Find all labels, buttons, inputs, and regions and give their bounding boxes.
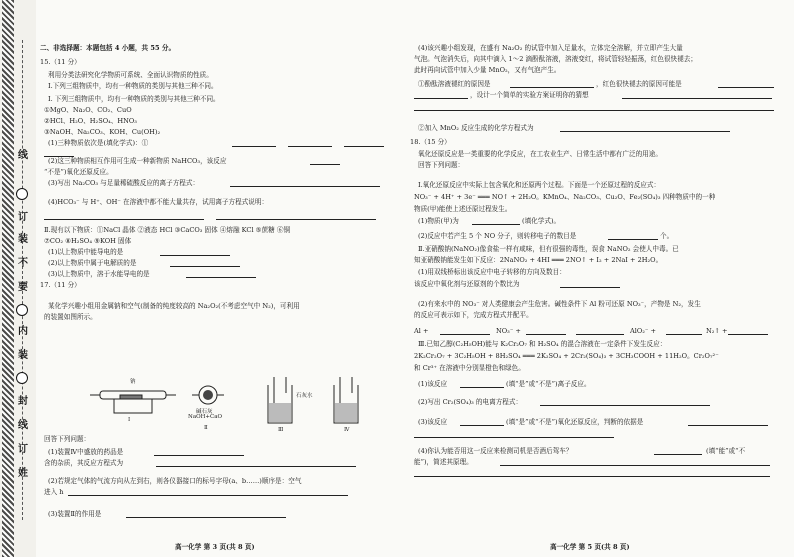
- question-text-line: (4)你认为能否用这一反应来检测司机是否酒后驾车？: [418, 447, 573, 455]
- binding-char: 线: [18, 420, 28, 431]
- answer-blank[interactable]: [154, 448, 244, 456]
- question-text-line: ①酚酞溶液褪红的原因是: [418, 80, 491, 88]
- answer-blank[interactable]: [526, 327, 566, 335]
- question-text-line: (1)三种物质依次是(填化学式)：①: [48, 139, 149, 147]
- question-text-line: 17.（11 分）: [40, 281, 81, 289]
- question-text-line: 能”)，简述其原理。: [414, 458, 473, 466]
- question-text-line: (2)有来水中的 NO₃⁻ 对人类健康会产生危害。碱性条件下 Al 粉可还原 NO₃⁻，产物是 N₂，发生: [418, 300, 701, 308]
- question-text-line: 此时再向试管中加入少量 MnO₂，又有气泡产生。: [414, 66, 561, 74]
- question-text-line: (3)该反应: [418, 418, 448, 426]
- binding-char: 不: [18, 258, 28, 269]
- answer-blank[interactable]: [414, 430, 614, 438]
- answer-blank[interactable]: [560, 280, 620, 288]
- answer-blank[interactable]: [728, 327, 768, 335]
- binding-hole: [16, 304, 28, 316]
- answer-blank[interactable]: [68, 488, 348, 496]
- question-text-line: (填“是”或“不是”)氧化还原反应，判断的依据是: [506, 418, 644, 426]
- question-text-line: (3)以上物质中，溶于水能导电的是: [48, 270, 150, 278]
- question-text-line: 个。: [660, 232, 674, 240]
- question-text-line: Ⅰ. 下列三组物质中，均有一种物质的类别与其他三种不同。: [48, 95, 220, 103]
- question-text-line: (4)HCO₃⁻ 与 H⁺、OH⁻ 在溶液中都不能大量共存，试用离子方程式说明：: [48, 198, 269, 206]
- answer-blank[interactable]: [500, 458, 770, 466]
- question-text-line: 2K₂Cr₂O₇ + 3C₂H₅OH + 8H₂SO₄ ═══ 2K₂SO₄ + 2Cr₂(SO₄)₃ + 3CH₃COOH + 11H₂O。Cr₂O₇²⁻: [414, 352, 719, 360]
- binding-char: 订: [18, 212, 28, 223]
- question-text-line: (2)若规定气体的气流方向从左到右，则各仪器接口的标号字母(a、b……)顺序是：空气: [48, 477, 302, 485]
- question-text-line: N₂↑ +: [706, 327, 728, 335]
- barcode-strip: [2, 0, 14, 557]
- answer-blank[interactable]: [718, 80, 774, 88]
- answer-blank[interactable]: [414, 469, 770, 477]
- apparatus-label-III: Ⅲ: [278, 427, 284, 433]
- answer-blank[interactable]: [688, 418, 768, 426]
- question-text-line: 和 Cr³⁺ 在溶液中分别显橙色和绿色。: [414, 364, 525, 372]
- question-text-line: 知亚硝酸钠能发生如下反应：2NaNO₂ + 4HI ═══ 2NO↑ + I₂ + 2NaI + 2H₂O。: [414, 256, 663, 264]
- question-text-line: ，红色很快褪去的原因可能是: [596, 80, 682, 88]
- question-text-line: 的装置如图所示。: [44, 313, 97, 321]
- question-text-line: Ⅰ.下列三组物质中，均有一种物质的类别与其他三种不同。: [48, 82, 218, 90]
- question-text-line: (2)写出 Cr₂(SO₄)₃ 的电离方程式：: [418, 398, 523, 406]
- answer-blank[interactable]: [156, 459, 356, 467]
- answer-blank[interactable]: [232, 139, 276, 147]
- question-text-line: 气泡。气泡消失后，向其中滴入 1～2 滴酚酞溶液，溶液变红，将试管轻轻振荡，红色很快褪去；: [414, 55, 697, 63]
- question-text-line: (1)装置Ⅳ中盛放的药品是: [48, 448, 124, 456]
- question-text-line: 回答下列问题：: [418, 161, 465, 169]
- question-text-line: Ⅰ.氧化还原反应中实际上包含氧化和还原两个过程。下面是一个还原过程的反应式：: [418, 181, 661, 189]
- answer-blank[interactable]: [414, 103, 774, 111]
- question-text-line: AlO₂⁻ +: [630, 327, 657, 335]
- question-text-line: ⑦CO₂ ⑧H₂SO₄ ⑨KOH 固体: [44, 237, 132, 245]
- answer-blank[interactable]: [540, 398, 710, 406]
- question-text-line: (4)该兴趣小组发现，在盛有 Na₂O₂ 的试管中加入足量水，立体完全溶解，并立即产生大量: [418, 44, 683, 52]
- question-text-line: (1)物质(甲)为: [418, 217, 459, 225]
- question-text-line: (填“能”或“不: [706, 447, 746, 455]
- answer-blank[interactable]: [622, 91, 772, 99]
- binding-hole: [16, 372, 28, 384]
- page-footer: 高一化学 第 3 页(共 8 页): [175, 543, 255, 551]
- question-text-line: ①MgO、Na₂O、CO₂、CuO: [44, 106, 132, 114]
- binding-margin: [0, 0, 36, 557]
- question-text-line: “不是”)氧化还原反应。: [44, 168, 113, 176]
- question-text-line: 含的杂质，其反应方程式为: [44, 459, 124, 467]
- question-text-line: Ⅲ.已知乙醇(C₂H₅OH)能与 K₂Cr₂O₇ 和 H₂SO₄ 的混合溶液在一定条件下发生反应：: [418, 340, 667, 348]
- question-text-line: 的反应可表示如下，完成方程式并配平。: [414, 311, 533, 319]
- binding-char: 订: [18, 444, 28, 455]
- answer-blank[interactable]: [460, 380, 504, 388]
- question-text-line: Ⅱ.亚硝酸钠(NaNO₂)像食盐一样有咸味，但有很强的毒性，误食 NaNO₂ 会使人中毒。已: [418, 245, 679, 253]
- question-text-line: (1)用双线桥标出该反应中电子转移的方向及数目：: [418, 268, 566, 276]
- answer-blank[interactable]: [440, 327, 490, 335]
- apparatus-drawing: [100, 373, 400, 433]
- question-text-line: Al +: [414, 327, 429, 335]
- question-text-line: (2)以上物质中属于电解质的是: [48, 259, 137, 267]
- answer-blank[interactable]: [216, 212, 376, 220]
- liquid-level: [269, 403, 291, 422]
- question-text-line: 某化学兴趣小组用金属钠和空气(制备的纯度较高的 Na₂O₂(不考虑空气中 N₂)，可利用: [48, 302, 300, 310]
- question-text-line: 利用分类法研究化学物质可系统、全面认识物质的性质。: [48, 71, 213, 79]
- answer-blank[interactable]: [310, 157, 340, 165]
- answer-blank[interactable]: [44, 212, 204, 220]
- apparatus-label-II: Ⅱ: [204, 425, 208, 431]
- question-text-line: (填化学式)。: [522, 217, 561, 225]
- question-text-line: 该反应中氧化剂与还原剂的个数比为: [414, 280, 520, 288]
- reagent-label: 碱石灰: [196, 409, 213, 415]
- binding-hole: [16, 188, 28, 200]
- question-text-line: (填“是”或“不是”)离子反应。: [506, 380, 591, 388]
- dryer-filling: [203, 390, 213, 400]
- question-text-line: (3)写出 Na₂CO₃ 与足量稀硫酸反应的离子方程式：: [48, 179, 200, 187]
- answer-blank[interactable]: [186, 270, 256, 278]
- binding-char: 要: [18, 282, 28, 293]
- answer-blank[interactable]: [288, 139, 332, 147]
- page-footer: 高一化学 第 5 页(共 8 页): [550, 543, 630, 551]
- question-text-line: 进入 h: [44, 488, 64, 496]
- question-text-line: 物质(甲)能使上述还原过程发生。: [414, 205, 512, 213]
- answer-blank[interactable]: [510, 80, 594, 88]
- answer-blank[interactable]: [160, 248, 230, 256]
- binding-char: 装: [18, 350, 28, 361]
- question-text-line: NO₃⁻ +: [496, 327, 521, 335]
- binding-char: 装: [18, 234, 28, 245]
- binding-char: 姓: [18, 468, 28, 479]
- question-text-line: 15.（11 分）: [40, 58, 81, 66]
- question-text-line: Ⅱ.现有以下物质：①NaCl 晶体 ②液态 HCl ③CaCO₃ 固体 ④熔融 KCl ⑤蔗糖 ⑥铜: [44, 226, 291, 234]
- left-page: [40, 0, 392, 557]
- answer-blank[interactable]: [654, 447, 702, 455]
- binding-char: 内: [18, 326, 28, 337]
- question-text-line: ②加入 MnO₂ 反应生成的化学方程式为: [418, 124, 534, 132]
- question-text-line: 氧化还原反应是一类重要的化学反应，在工农业生产、日常生活中都有广泛的用途。: [418, 150, 662, 158]
- reagent-label-2: NaOH+CaO: [188, 414, 223, 420]
- answer-blank[interactable]: [170, 259, 240, 267]
- question-text-line: 回答下列问题：: [44, 435, 91, 443]
- right-page: [410, 0, 782, 557]
- binding-char: 封: [18, 396, 28, 407]
- answer-blank[interactable]: [576, 327, 624, 335]
- answer-blank[interactable]: [230, 179, 380, 187]
- question-text-line: ②HCl、H₂O、H₂SO₄、HNO₃: [44, 117, 137, 125]
- question-text-line: (1)以上物质中能导电的是: [48, 248, 124, 256]
- answer-blank[interactable]: [608, 232, 658, 240]
- question-text-line: NO₃⁻ + 4H⁺ + 3e⁻ ═══ NO↑ + 2H₂O。KMnO₄、Na₂CO₃、Cu₂O、Fe₂(SO₄)₃ 四种物质中的一种: [414, 193, 716, 201]
- question-text-line: 18.（15 分）: [410, 138, 451, 146]
- answer-blank[interactable]: [344, 139, 384, 147]
- answer-blank[interactable]: [126, 510, 286, 518]
- sodium-label: 钠: [130, 379, 136, 385]
- liquid-level: [335, 403, 357, 422]
- question-text-line: (3)装置Ⅱ的作用是: [48, 510, 102, 518]
- answer-blank[interactable]: [44, 149, 74, 157]
- binding-char: 线: [18, 150, 28, 161]
- question-text-line: ③NaOH、Na₂CO₃、KOH、Cu(OH)₂: [44, 128, 161, 136]
- question-text-line: ，设计一个简单的实验方案证明你的猜想: [470, 91, 589, 99]
- answer-blank[interactable]: [560, 124, 730, 132]
- answer-blank[interactable]: [414, 91, 468, 99]
- limewater-label: 石灰水: [296, 393, 313, 399]
- question-text-line: (1)该反应: [418, 380, 448, 388]
- apparatus-label-IV: Ⅳ: [344, 427, 350, 433]
- answer-blank[interactable]: [472, 217, 520, 225]
- question-text-line: (2)这三种物质相互作用可生成一种新物质 NaHCO₃，该反应: [48, 157, 227, 165]
- question-text-line: (2)反应中若产生 5 个 NO 分子，则转移电子的数目是: [418, 232, 577, 240]
- apparatus-figure: [100, 373, 400, 433]
- question-text-line: 二、非选择题：本题包括 4 小题，共 55 分。: [40, 44, 176, 52]
- answer-blank[interactable]: [460, 418, 504, 426]
- apparatus-label-I: Ⅰ: [128, 417, 131, 423]
- answer-blank[interactable]: [666, 327, 702, 335]
